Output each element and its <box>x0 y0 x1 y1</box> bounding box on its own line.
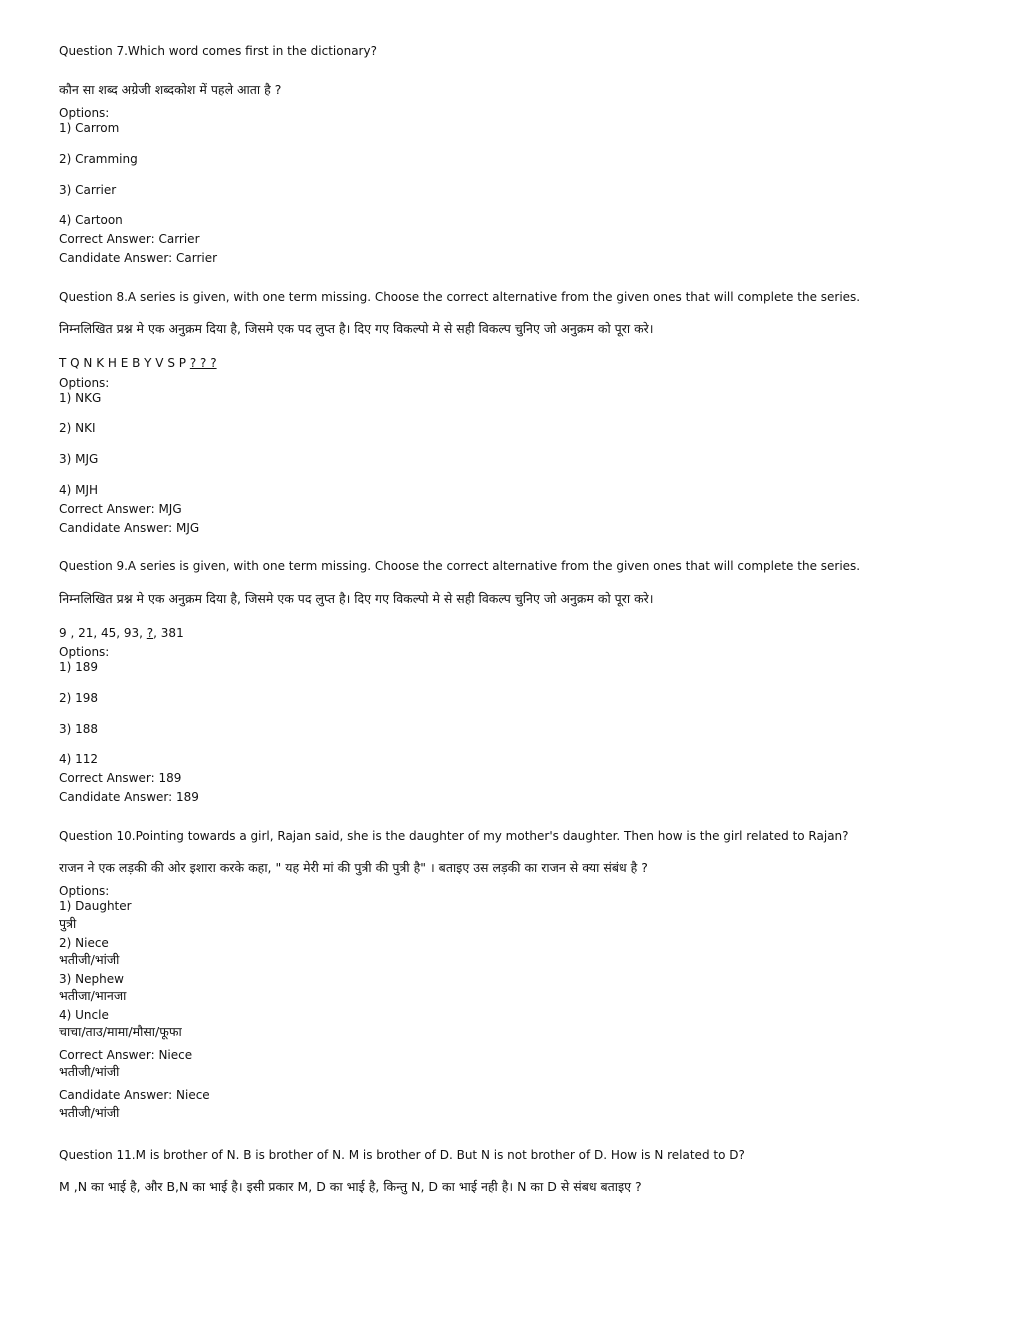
correct-answer: Correct Answer: Niece <box>59 1048 193 1062</box>
options-label: Options: <box>59 645 110 659</box>
candidate-answer-hindi: भतीजी/भांजी <box>59 1105 120 1120</box>
candidate-answer: Candidate Answer: 189 <box>59 790 199 804</box>
option-1: 1) Carrom <box>59 121 120 135</box>
question-9-hindi: निम्नलिखित प्रश्न मे एक अनुक्रम दिया है, जिसमे एक पद लुप्त है। दिए गए विकल्पो मे से सही विकल्प चुनिए जो अनुक्रम को पूरा करे। <box>59 591 654 606</box>
candidate-answer: Candidate Answer: Carrier <box>59 251 218 265</box>
option-4: 4) Cartoon <box>59 213 123 227</box>
option-2: 2) Cramming <box>59 152 138 166</box>
correct-answer: Correct Answer: Carrier <box>59 232 200 246</box>
option-3: 3) Carrier <box>59 183 117 197</box>
candidate-answer: Candidate Answer: Niece <box>59 1088 210 1102</box>
question-7-hindi: कौन सा शब्द अग्रेजी शब्दकोश में पहले आता है ? <box>59 82 282 97</box>
option-3: 3) MJG <box>59 452 99 466</box>
question-9-series: 9 , 21, 45, 93, ?, 381 <box>59 626 184 640</box>
option-2: 2) 198 <box>59 691 99 705</box>
question-8-series: T Q N K H E B Y V S P ? ? ? <box>59 356 217 370</box>
option-4: 4) Uncle <box>59 1008 109 1022</box>
option-4-hindi: चाचा/ताउ/मामा/मौसा/फूफा <box>59 1024 182 1039</box>
question-11-hindi: M ,N का भाई है, और B,N का भाई है। इसी प्रकार M, D का भाई है, किन्तु N, D का भाई नही है। N का D से संबध बताइए ? <box>59 1179 642 1194</box>
question-11-title: Question 11.M is brother of N. B is brother of N. M is brother of D. But N is not brother of D. How is N related to D? <box>59 1148 745 1162</box>
correct-answer: Correct Answer: 189 <box>59 771 182 785</box>
option-3: 3) Nephew <box>59 972 124 986</box>
question-10-hindi: राजन ने एक लड़की की ओर इशारा करके कहा, " यह मेरी मां की पुत्री की पुत्री है" । बताइए उस लड़की का राजन से क्या संबंध है ? <box>59 860 648 875</box>
correct-answer: Correct Answer: MJG <box>59 502 182 516</box>
option-2: 2) Niece <box>59 936 109 950</box>
option-4: 4) 112 <box>59 752 99 766</box>
question-7-title-clipped <box>59 44 659 58</box>
option-1: 1) NKG <box>59 391 102 405</box>
option-3: 3) 188 <box>59 722 99 736</box>
option-1-hindi: पुत्री <box>59 916 77 931</box>
candidate-answer: Candidate Answer: MJG <box>59 521 200 535</box>
question-9-title: Question 9.A series is given, with one term missing. Choose the correct alternative from the given ones that will complete the series. <box>59 559 861 573</box>
correct-answer-hindi: भतीजी/भांजी <box>59 1064 120 1079</box>
option-2-hindi: भतीजी/भांजी <box>59 952 120 967</box>
options-label: Options: <box>59 376 110 390</box>
option-4: 4) MJH <box>59 483 99 497</box>
option-1: 1) 189 <box>59 660 99 674</box>
option-2: 2) NKI <box>59 421 96 435</box>
question-10-title: Question 10.Pointing towards a girl, Rajan said, she is the daughter of my mother's daughter. Then how is the girl related to Rajan? <box>59 829 849 843</box>
options-label: Options: <box>59 106 110 120</box>
option-1: 1) Daughter <box>59 899 132 913</box>
question-8-hindi: निम्नलिखित प्रश्न मे एक अनुक्रम दिया है, जिसमे एक पद लुप्त है। दिए गए विकल्पो मे से सही विकल्प चुनिए जो अनुक्रम को पूरा करे। <box>59 321 654 336</box>
options-label: Options: <box>59 884 110 898</box>
question-7-title: Question 7.Which word comes first in the dictionary? <box>59 44 377 58</box>
option-3-hindi: भतीजा/भानजा <box>59 988 127 1003</box>
question-8-title: Question 8.A series is given, with one term missing. Choose the correct alternative from the given ones that will complete the series. <box>59 290 861 304</box>
